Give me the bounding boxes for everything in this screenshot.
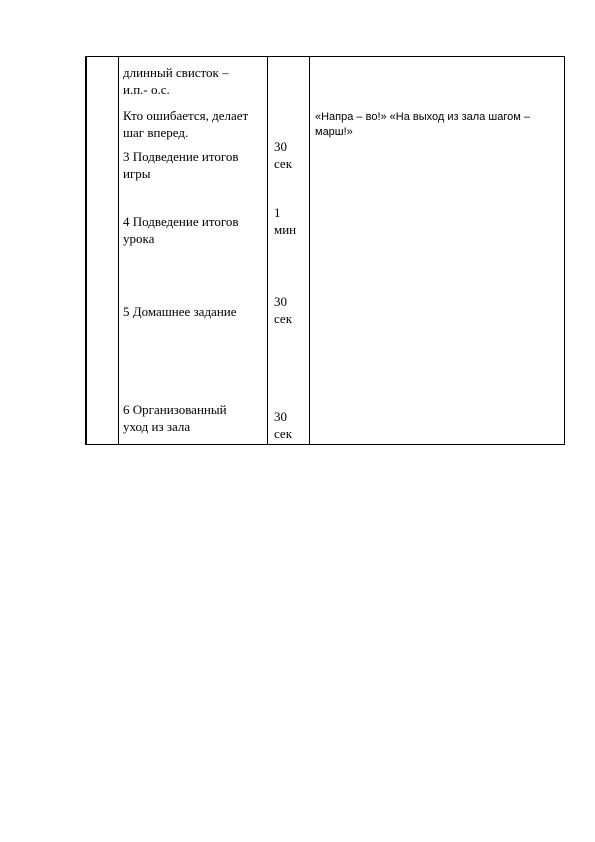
duration-item6-value: 30 [274, 409, 287, 424]
table-border-top [85, 56, 565, 57]
duration-item5-unit: сек [274, 311, 293, 326]
activity-item3-line2: игры [123, 166, 151, 181]
activity-mistake-line1: Кто ошибается, делает [123, 108, 249, 123]
duration-item4-value: 1 [274, 205, 281, 220]
notes-commands-line1: «Напра – во!» «На выход из зала шагом – [315, 111, 530, 123]
activity-whistle-line1: длинный свисток – [123, 65, 229, 80]
column-divider-2 [267, 56, 268, 445]
activity-whistle-line2: и.п.- о.с. [123, 82, 170, 97]
duration-item6-unit: сек [274, 426, 293, 441]
activity-item4-line2: урока [123, 231, 155, 246]
duration-item3-value: 30 [274, 139, 287, 154]
notes-commands-line2: марш!» [315, 126, 353, 138]
duration-item4-unit: мин [274, 222, 297, 237]
duration-item3-unit: сек [274, 156, 293, 171]
column-divider-3 [309, 56, 310, 445]
table-border-left [85, 56, 87, 445]
table-border-bottom [85, 444, 565, 446]
activity-item5-line1: 5 Домашнее задание [123, 304, 237, 319]
activity-item6-line2: уход из зала [123, 419, 191, 434]
activity-item3-line1: 3 Подведение итогов [123, 149, 239, 164]
lesson-plan-table [85, 56, 565, 445]
column-divider-1 [118, 56, 119, 445]
duration-item5-value: 30 [274, 294, 287, 309]
activity-mistake-line2: шаг вперед. [123, 125, 189, 140]
table-border-right [564, 56, 566, 445]
activity-item6-line1: 6 Организованный [123, 402, 227, 417]
activity-item4-line1: 4 Подведение итогов [123, 214, 239, 229]
